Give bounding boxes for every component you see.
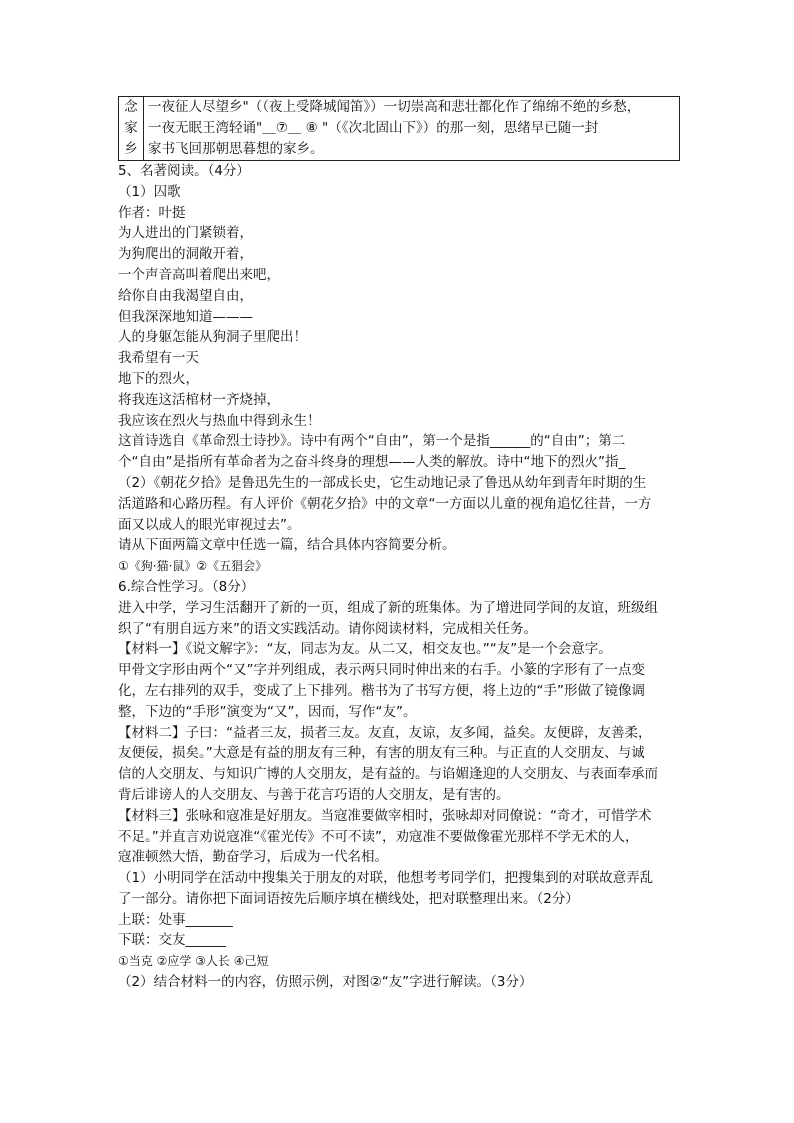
paragraph-line: 织了“有朋自远方来”的语文实践活动。请你阅读材料，完成相关任务。	[118, 620, 537, 637]
poem-line: 一个声音高叫着爬出来吧，	[118, 266, 280, 283]
material-3-line: 寇准顿然大悟，勤奋学习，后成为一代名相。	[118, 849, 388, 866]
poem-line: 但我深深地知道———	[118, 308, 253, 325]
poem-title: （1）囚歌	[118, 183, 181, 200]
question-6-heading: 6.综合性学习。（8分）	[118, 578, 255, 595]
couplet-upper: 上联：处事_______	[118, 911, 233, 928]
material-1-line: 整，下边的“手形”演变为“又”，因而，写作“友”。	[118, 703, 417, 720]
material-2-line: 背后诽谤人的人交朋友、与善于花言巧语的人交朋友，是有害的。	[118, 786, 510, 803]
poem-author: 作者：叶挺	[118, 204, 186, 221]
paragraph-line: 活道路和心路历程。有人评价《朝花夕拾》中的文章“一方面以儿童的视角追忆往昔，一方	[118, 495, 652, 512]
poem-line: 人的身躯怎能从狗洞子里爬出！	[118, 329, 307, 346]
side-char: 家	[124, 120, 138, 136]
material-1-line: 【材料一】《说文解字》：“友，同志为友。从二又，相交友也。”“友”是一个会意字。	[118, 641, 612, 658]
side-char: 念	[124, 99, 138, 115]
paragraph-line: 个“自由”是指所有革命者为之奋斗终身的理想——人类的解放。诗中“地下的烈火”指_	[118, 454, 626, 471]
table-side-label	[119, 97, 144, 161]
table-line: 一夜无眠王湾轻诵"＿⑦＿ ⑧ "（《次北固山下》）的那一刻，思绪早已随一封	[148, 120, 599, 136]
material-2-line: 【材料二】子曰：“益者三友，损者三友。友直，友谅，友多闻，益矣。友便辟，友善柔，	[118, 724, 652, 741]
couplet-lower: 下联：交友______	[118, 932, 226, 949]
article-options: ①《狗·猫·鼠》②《五猖会》	[118, 559, 268, 574]
task-1-line: 了一部分。请你把下面词语按先后顺序填在横线处，把对联整理出来。（2分）	[118, 890, 579, 907]
paragraph-line: 请从下面两篇文章中任选一篇，结合具体内容简要分析。	[118, 537, 456, 554]
material-3-line: 不足。”并直言劝说寇准“《霍光传》不可不读”，劝寇准不要做像霍光那样不学无术的人，	[118, 828, 639, 845]
poem-line: 给你自由我渴望自由，	[118, 287, 253, 304]
word-options: ①当克 ②应学 ③人长 ④己短	[118, 954, 269, 969]
task-1-line: （1）小明同学在活动中搜集关于朋友的对联，他想考考同学们，把搜集到的对联故意弄乱	[118, 870, 654, 887]
poem-line: 我应该在烈火与热血中得到永生！	[118, 412, 321, 429]
body-text	[118, 161, 680, 993]
document-page	[118, 96, 680, 993]
material-3-line: 【材料三】张咏和寇准是好朋友。当寇准要做宰相时，张咏却对同僚说：“奇才，可惜学术	[118, 807, 652, 824]
homesick-table	[118, 96, 680, 161]
paragraph-line: 面又以成人的眼光审视过去”。	[118, 516, 301, 533]
poem-line: 地下的烈火，	[118, 370, 199, 387]
task-2-line: （2）结合材料一的内容，仿照示例，对图②“友”字进行解读。（3分）	[118, 974, 533, 991]
paragraph-line: 进入中学，学习生活翻开了新的一页，组成了新的班集体。为了增进同学间的友谊，班级组	[118, 599, 658, 616]
side-char: 乡	[124, 141, 138, 157]
question-5-heading: 5、名著阅读。（4分）	[118, 163, 250, 179]
material-2-line: 友便佞，损矣。”大意是有益的朋友有三种，有害的朋友有三种。与正直的人交朋友、与诚	[118, 745, 645, 762]
material-1-line: 化，左右排列的双手，变成了上下排列。楷书为了书写方便，将上边的“手”形做了镜像调	[118, 682, 645, 699]
table-line: 一夜征人尽望乡"（（夜上受降城闻笛》）一切崇高和悲壮都化作了绵绵不绝的乡愁，	[148, 99, 641, 115]
table-line: 家书飞回那朝思暮想的家乡。	[148, 141, 324, 157]
poem-line: 为狗爬出的洞敞开着，	[118, 246, 253, 263]
paragraph-line: 这首诗选自《革命烈士诗抄》。诗中有两个“自由”，第一个是指______的“自由”；第二	[118, 433, 626, 450]
table-content	[144, 97, 680, 161]
poem-line: 我希望有一天	[118, 350, 199, 367]
poem-line: 将我连这活棺材一齐烧掉，	[118, 391, 280, 408]
material-1-line: 甲骨文字形由两个“又”字并列组成，表示两只同时伸出来的右手。小篆的字形有了一点变	[118, 662, 645, 679]
poem-line: 为人进出的门紧锁着，	[118, 225, 253, 242]
paragraph-line: （2）《朝花夕拾》是鲁迅先生的一部成长史，它生动地记录了鲁迅从幼年到青年时期的生	[118, 474, 647, 491]
material-2-line: 信的人交朋友、与知识广博的人交朋友，是有益的。与谄媚逢迎的人交朋友、与表面奉承而	[118, 766, 658, 783]
